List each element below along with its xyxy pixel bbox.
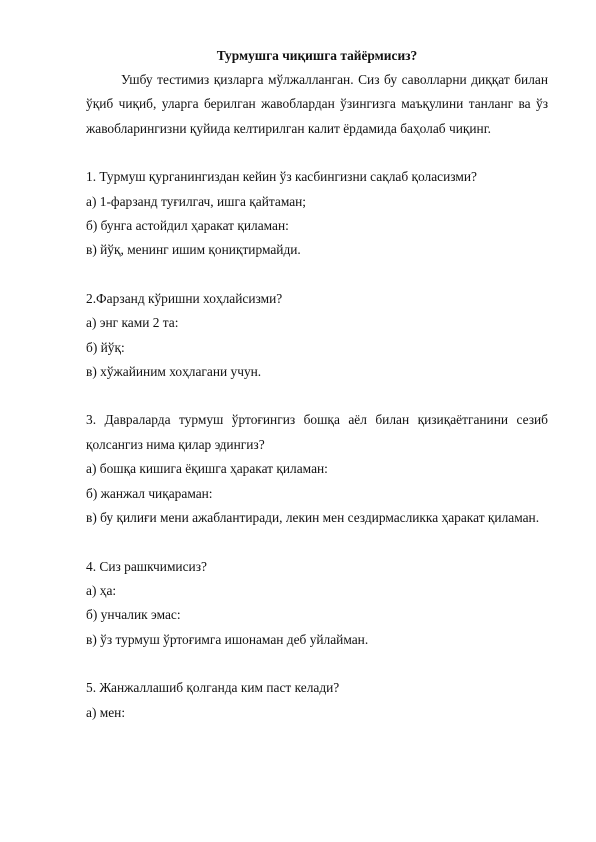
question-text: 3. Давраларда турмуш ўртоғингиз бошқа аёл билан қизиқаётганини сезиб қолсангиз нима қилар эдингиз? xyxy=(86,412,548,452)
answer-option: б) бунга астойдил ҳаракат қиламан: xyxy=(86,218,289,234)
answer-option: б) жанжал чиқараман: xyxy=(86,485,213,501)
answer-option: б) унчалик эмас: xyxy=(86,607,181,623)
answer-option: а) мен: xyxy=(86,704,126,720)
intro-paragraph: Ушбу тестимиз қизларга мўлжалланган. Сиз бу саволларни диққат билан ўқиб чиқиб, уларга берилган жавоблардан ўзингизга маъқулини танланг ва ўз жавобларингизни қуйида келтирилган калит ёрдамида баҳолаб чиқинг. xyxy=(86,72,548,136)
answer-option: в) бу қилиғи мени ажаблантиради, лекин мен сездирмасликка ҳаракат қиламан. xyxy=(86,510,540,526)
question-text: 2.Фарзанд кўришни хоҳлайсизми? xyxy=(86,290,283,306)
answer-option: в) йўқ, менинг ишим қониқтирмайди. xyxy=(86,242,301,258)
answer-option: а) ҳа: xyxy=(86,582,117,598)
answer-option: а) бошқа кишига ёқишга ҳаракат қиламан: xyxy=(86,461,328,477)
answer-option: в) хўжайиним хоҳлагани учун. xyxy=(86,364,262,380)
question-text: 4. Сиз рашкчимисиз? xyxy=(86,558,207,574)
document-page xyxy=(86,44,548,725)
answer-option: а) 1-фарзанд туғилгач, ишга қайтаман; xyxy=(86,193,307,209)
document-title: Турмушга чиқишга тайёрмисиз? xyxy=(216,48,418,63)
answer-option: а) энг ками 2 та: xyxy=(86,315,179,331)
question-2 xyxy=(86,287,548,385)
question-5 xyxy=(86,676,548,725)
answer-option: б) йўқ: xyxy=(86,339,125,355)
answer-option: в) ўз турмуш ўртоғимга ишонаман деб уйлайман. xyxy=(86,631,369,647)
question-text: 5. Жанжаллашиб қолганда ким паст келади? xyxy=(86,680,340,696)
question-3 xyxy=(86,408,548,530)
question-4 xyxy=(86,555,548,653)
question-1 xyxy=(86,165,548,263)
question-text: 1. Турмуш қурганингиздан кейин ўз касбингизни сақлаб қоласизми? xyxy=(86,169,477,185)
